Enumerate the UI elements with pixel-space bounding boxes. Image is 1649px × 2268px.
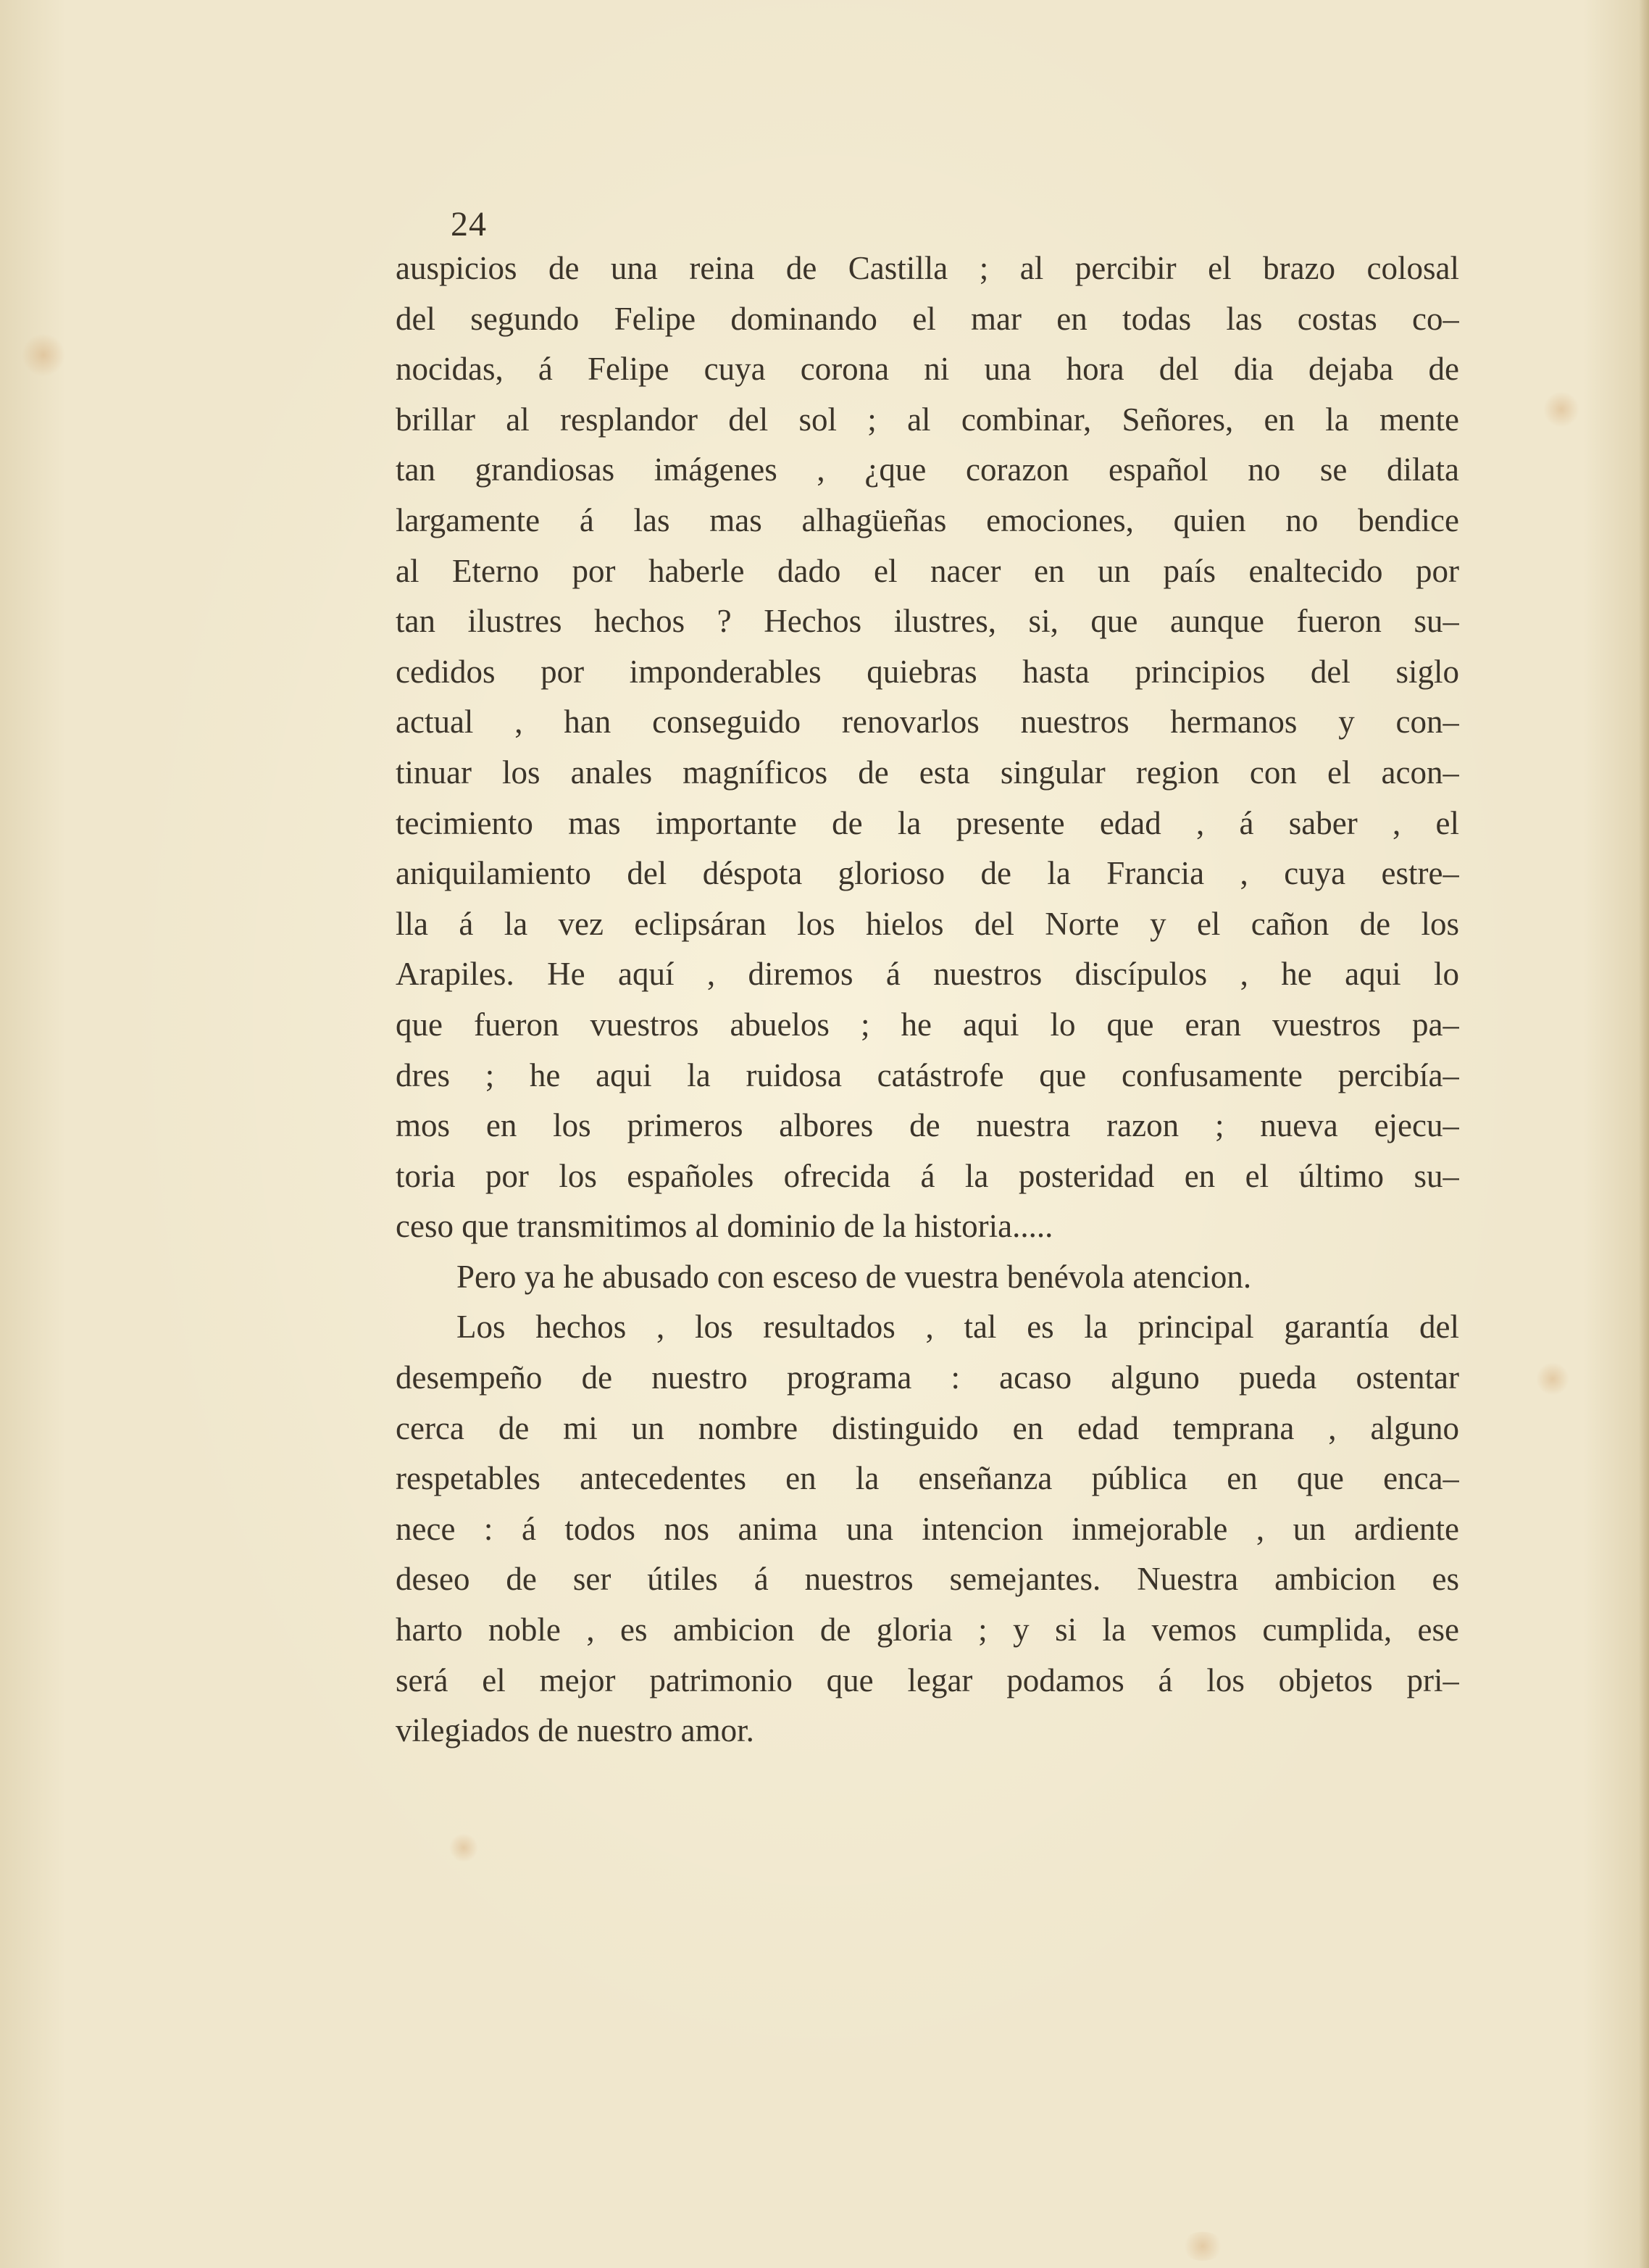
text-line: dres ; he aqui la ruidosa catástrofe que confusamente percibía– <box>396 1056 1459 1093</box>
text-line: Pero ya he abusado con esceso de vuestra benévola atencion. <box>456 1258 1252 1295</box>
foxing-stain <box>449 1833 478 1862</box>
foxing-stain <box>1536 1362 1569 1396</box>
foxing-stain <box>1543 391 1579 428</box>
text-line: del segundo Felipe dominando el mar en todas las costas co– <box>396 300 1459 337</box>
text-line: toria por los españoles ofrecida á la posteridad en el último su– <box>396 1157 1459 1194</box>
foxing-stain <box>1181 2232 1224 2261</box>
text-line: Arapiles. He aquí , diremos á nuestros discípulos , he aqui lo <box>396 956 1459 993</box>
text-line: será el mejor patrimonio que legar podamos á los objetos pri– <box>396 1662 1459 1698</box>
text-line: nocidas, á Felipe cuya corona ni una hora del dia dejaba de <box>396 351 1459 388</box>
text-line: largamente á las mas alhagüeñas emociones, quien no bendice <box>396 501 1459 538</box>
text-line: tan grandiosas imágenes , ¿que corazon español no se dilata <box>396 451 1459 488</box>
text-line: ceso que transmitimos al dominio de la historia..... <box>396 1208 1053 1245</box>
text-line: actual , han conseguido renovarlos nuestros hermanos y con– <box>396 704 1459 741</box>
text-line: lla á la vez eclipsáran los hielos del Norte y el cañon de los <box>396 905 1459 942</box>
text-line: tinuar los anales magníficos de esta singular region con el acon– <box>396 754 1459 791</box>
text-line: aniquilamiento del déspota glorioso de la Francia , cuya estre– <box>396 855 1459 892</box>
text-line: que fueron vuestros abuelos ; he aqui lo que eran vuestros pa– <box>396 1006 1459 1043</box>
page-number: 24 <box>451 205 487 243</box>
text-line: brillar al resplandor del sol ; al combinar, Señores, en la mente <box>396 401 1459 438</box>
text-line: harto noble , es ambicion de gloria ; y si la vemos cumplida, ese <box>396 1612 1459 1648</box>
page-edge-shadow <box>1639 0 1649 2268</box>
text-line: deseo de ser útiles á nuestros semejantes. Nuestra ambicion es <box>396 1561 1459 1598</box>
text-line: Los hechos , los resultados , tal es la principal garantía del <box>456 1309 1459 1346</box>
text-line: nece : á todos nos anima una intencion inmejorable , un ardiente <box>396 1510 1459 1547</box>
text-line: desempeño de nuestro programa : acaso alguno pueda ostentar <box>396 1359 1459 1396</box>
text-line: auspicios de una reina de Castilla ; al percibir el brazo colosal <box>396 250 1459 286</box>
text-line: respetables antecedentes en la enseñanza pública en que enca– <box>396 1460 1459 1497</box>
text-line: vilegiados de nuestro amor. <box>396 1712 754 1749</box>
text-line: mos en los primeros albores de nuestra razon ; nueva ejecu– <box>396 1107 1459 1144</box>
text-line: cerca de mi un nombre distinguido en edad temprana , alguno <box>396 1409 1459 1446</box>
text-line: tecimiento mas importante de la presente edad , á saber , el <box>396 804 1459 841</box>
text-line: al Eterno por haberle dado el nacer en un país enaltecido por <box>396 552 1459 589</box>
body-text <box>396 243 1459 1756</box>
text-line: cedidos por imponderables quiebras hasta principios del siglo <box>396 653 1459 690</box>
text-line: tan ilustres hechos ? Hechos ilustres, si, que aunque fueron su– <box>396 603 1459 640</box>
foxing-stain <box>22 333 65 377</box>
